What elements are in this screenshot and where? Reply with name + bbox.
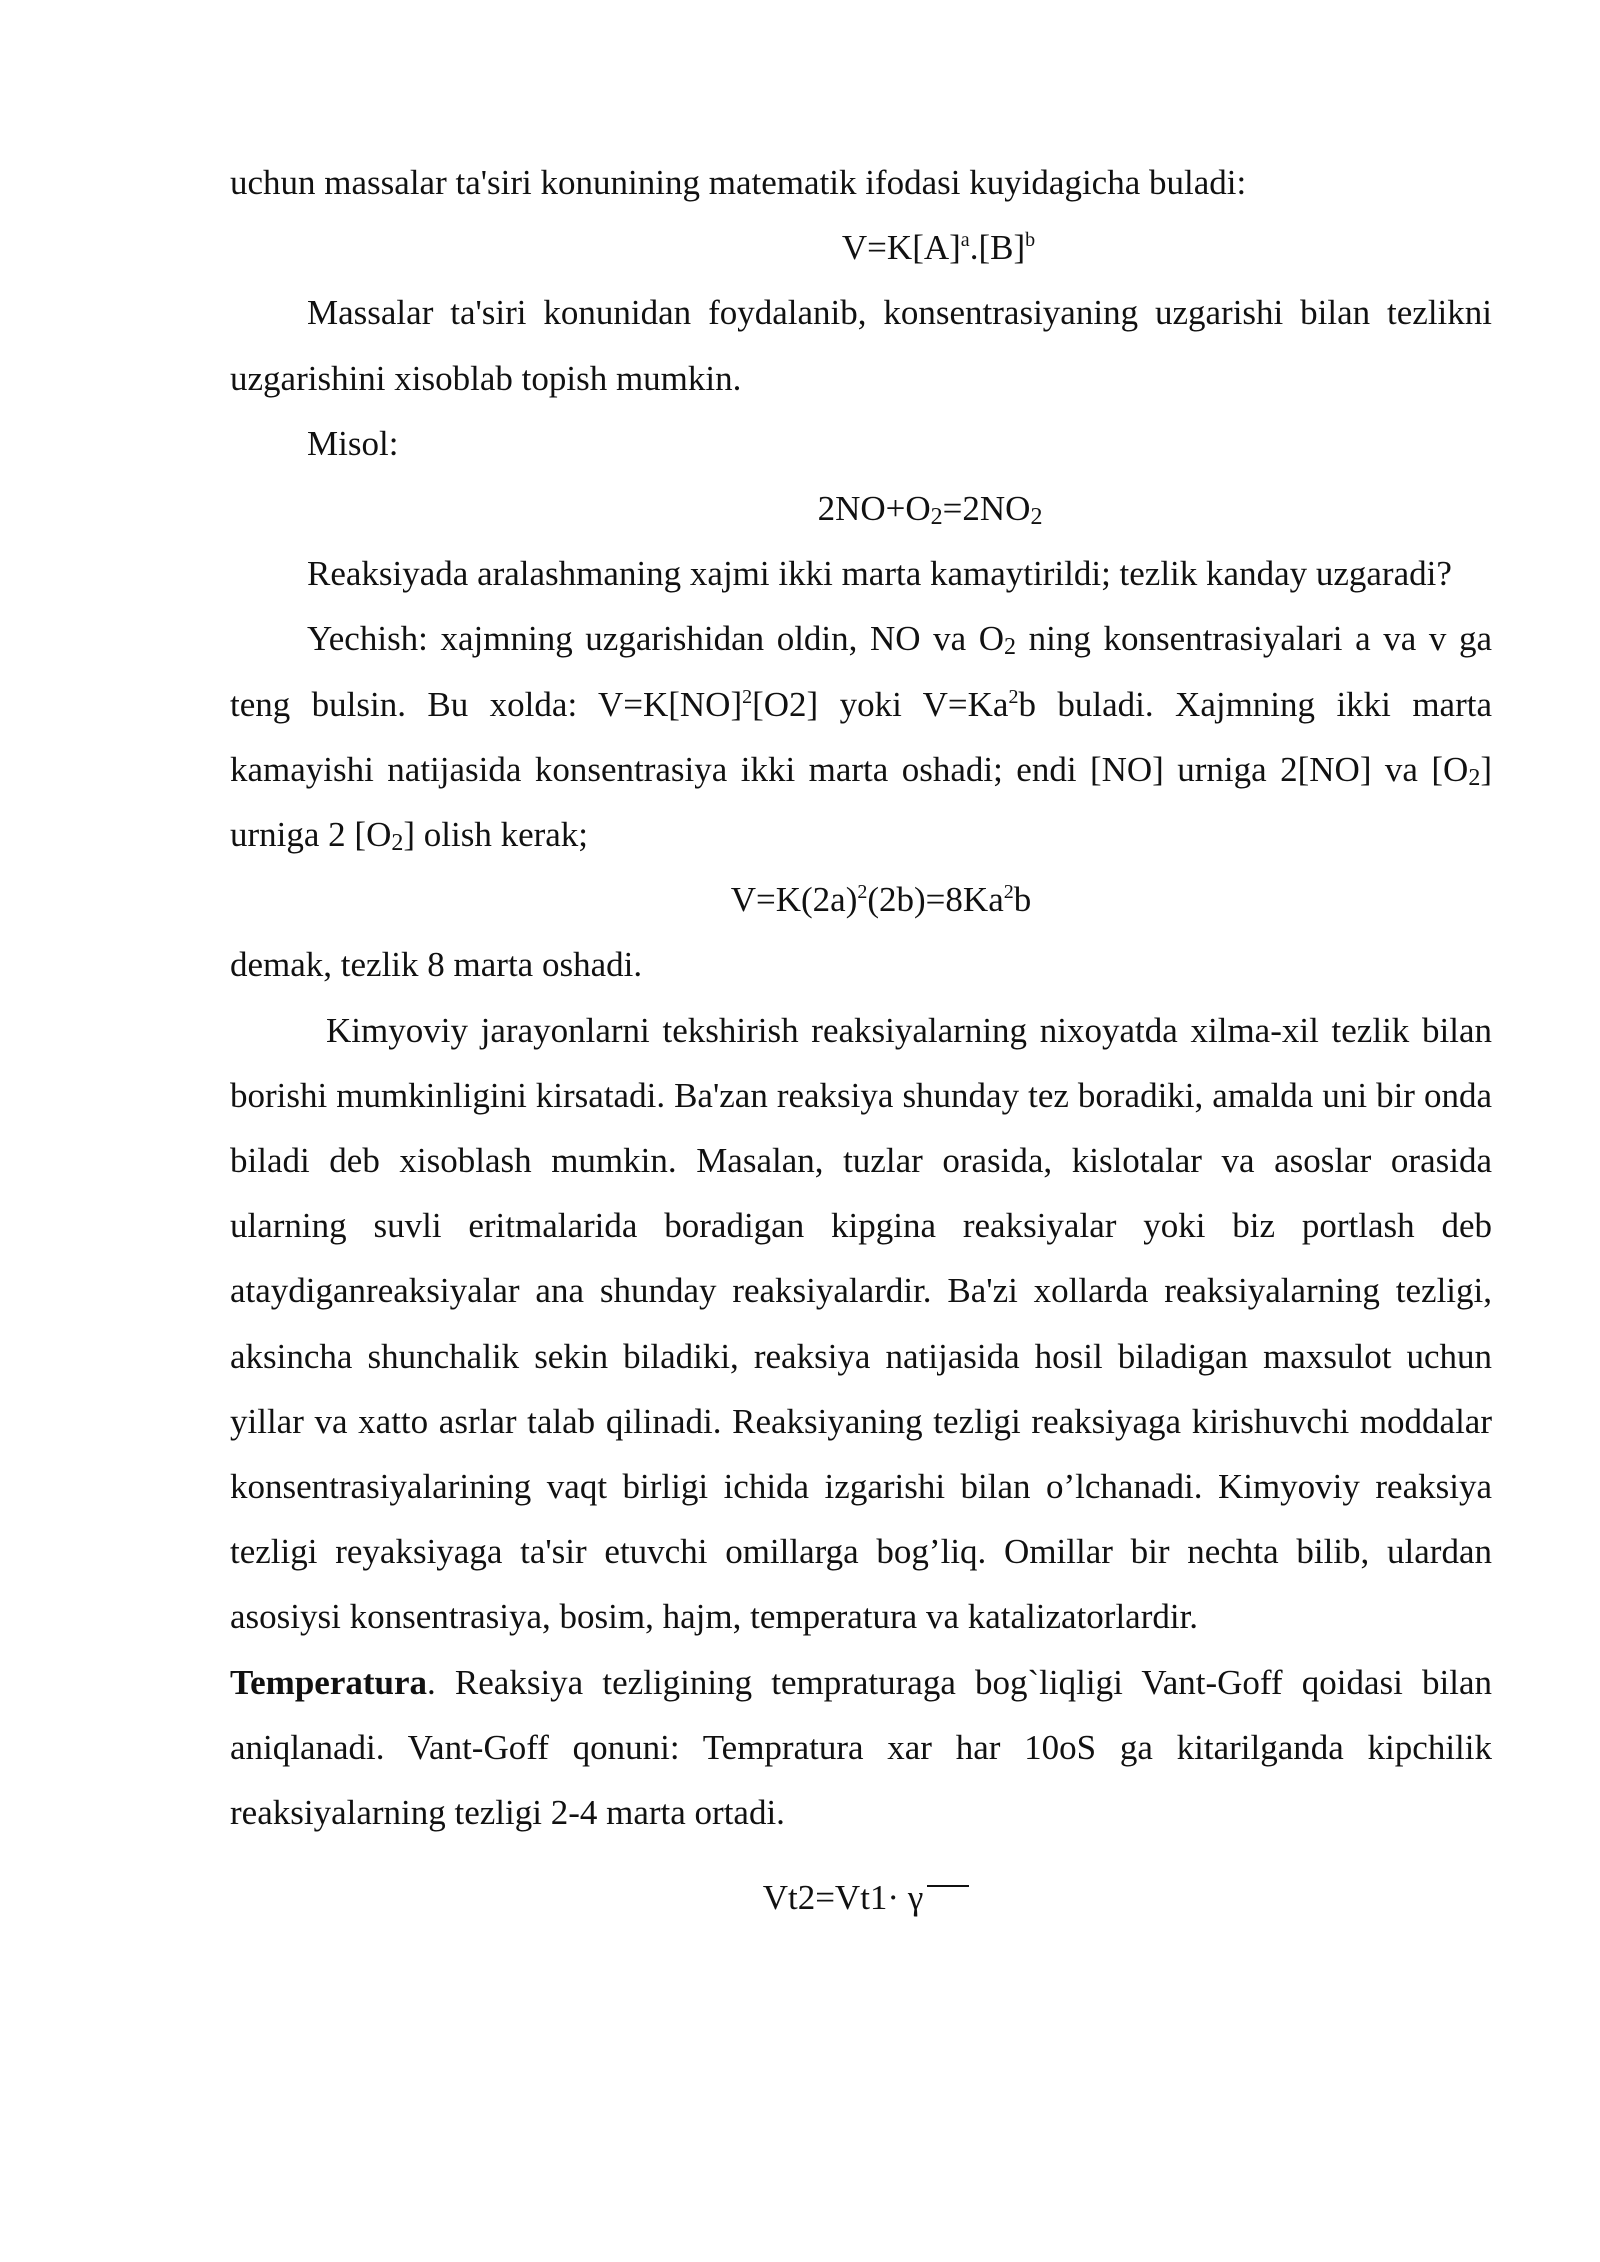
result-equation: $V=K(2a)^2(2b)=8Ka^2b$ [730, 880, 1032, 920]
vant-hoff-equation: Vt2=Vt1· γ [230, 1865, 1492, 1930]
paragraph-temperature: Temperatura. Reaksiya tezligining tempraturaga bog`liqligi Vant-Goff qoidasi bilan aniqlanadi. Vant-Goff qonuni: Tempratura xar har 10oS ga kitarilganda kipchilik reaksiyalarning tezligi 2-4 marta ortadi. [230, 1662, 1492, 1833]
example-label: Misol: [307, 423, 399, 463]
document-body [230, 150, 1492, 1930]
conclusion-line: demak, tezlik 8 marta oshadi. [230, 945, 643, 985]
intro-line: uchun massalar ta'siri konunining matematik ifodasi kuyidagicha buladi: [230, 163, 1247, 202]
paragraph-question: Reaksiyada aralashmaning xajmi ikki marta kamaytirildi; tezlik kanday uzgaradi? [307, 554, 1452, 594]
paragraph-solution: Yechish: xajmning uzgarishidan oldin, NO va $O_2$ ning konsentrasiyalari a va v ga teng bulsin. Bu xolda: V=K[NO]$^2$[O2] yoki $V=Ka^2b$ buladi. Xajmning ikki marta kamayishi natijasida konsentrasiya ikki marta oshadi; endi [NO] urniga 2[NO] va $[O_2]$ urniga 2 $[O_2]$ olish kerak; [230, 619, 1492, 857]
reaction-equation: $2NO+O_2=2NO_2$ [817, 489, 1043, 531]
rate-law-equation: $V=K[A]^a.[B]^b$ [841, 228, 1036, 268]
temperature-heading: Temperatura [230, 1662, 428, 1702]
exponent-fraction-bar [927, 1885, 969, 1887]
paragraph-kinetics: Kimyoviy jarayonlarni tekshirish reaksiyalarning nixoyatda xilma-xil tezlik bilan borishi mumkinligini kirsatadi. Ba'zan reaksiya shunday tez boradiki, amalda uni bir onda biladi deb xisoblash mumkin. Masalan, tuzlar orasida, kislotalar va asoslar orasida ularning suvli eritmalarida boradigan kipgina reaksiyalar yoki biz portlash deb ataydiganreaksiyalar ana shunday reaksiyalardir. Ba'zi xollarda reaksiyalarning tezligi, aksincha shunchalik sekin biladiki, reaksiya natijasida hosil biladigan maxsulot uchun yillar va xatto asrlar talab qilinadi. Reaksiyaning tezligi reaksiyaga kirishuvchi moddalar konsentrasiyalarining vaqt birligi ichida izgarishi bilan o’lchanadi. Kimyoviy reaksiya tezligi reyaksiyaga ta'sir etuvchi omillarga bog’liq. Omillar bir nechta bilib, ulardan asosiysi konsentrasiya, bosim, hajm, temperatura va katalizatorlardir. [230, 1010, 1492, 1637]
paragraph-mass-action: Massalar ta'siri konunidan foydalanib, konsentrasiyaning uzgarishi bilan tezlikni uzgarishini xisoblab topish mumkin. [230, 293, 1492, 398]
